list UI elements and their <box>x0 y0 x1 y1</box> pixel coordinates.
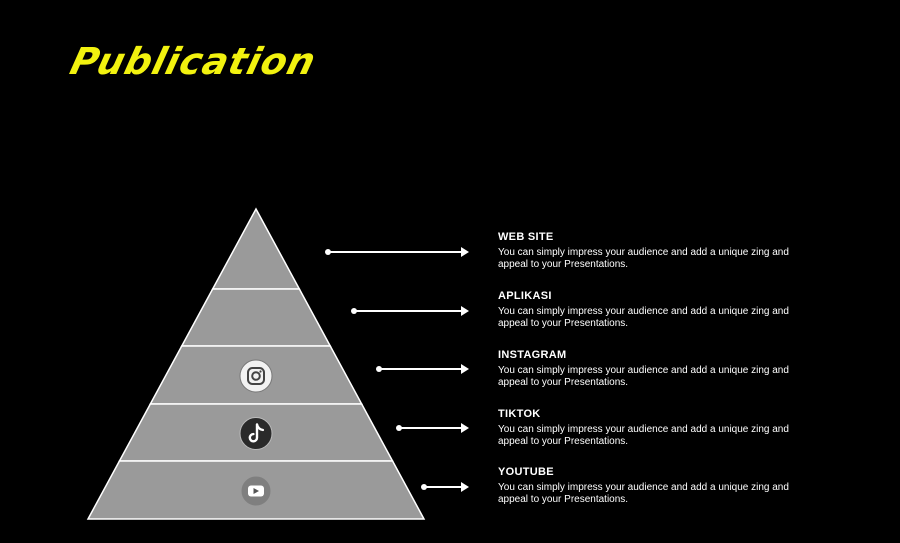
level-description: You can simply impress your audience and add a unique zing and appeal to your Presentations. <box>498 306 789 329</box>
level-aplikasi <box>498 290 818 330</box>
level-description: You can simply impress your audience and add a unique zing and appeal to your Presentations. <box>498 365 789 388</box>
level-title: YOUTUBE <box>498 466 554 478</box>
level-web-site <box>498 231 818 271</box>
level-tiktok <box>498 408 818 448</box>
level-title: TIKTOK <box>498 408 541 420</box>
connector-arrow <box>351 306 469 316</box>
youtube-icon <box>241 476 271 506</box>
level-description: You can simply impress your audience and add a unique zing and appeal to your Presentations. <box>498 482 789 505</box>
connector-arrow <box>396 423 469 433</box>
tiktok-icon <box>240 418 272 450</box>
level-description: You can simply impress your audience and add a unique zing and appeal to your Presentations. <box>498 424 789 447</box>
pyramid-level-web-site <box>213 209 300 289</box>
level-description: You can simply impress your audience and add a unique zing and appeal to your Presentations. <box>498 247 789 270</box>
connector-arrow <box>421 482 469 492</box>
level-title: WEB SITE <box>498 231 554 243</box>
pyramid-level-aplikasi <box>182 289 330 346</box>
level-title: APLIKASI <box>498 290 552 302</box>
page-title: Publication <box>66 40 321 83</box>
level-instagram <box>498 349 818 389</box>
connector-arrow <box>325 247 469 257</box>
level-title: INSTAGRAM <box>498 349 567 361</box>
connector-arrow <box>376 364 469 374</box>
instagram-icon <box>240 360 272 392</box>
level-youtube <box>498 466 818 506</box>
